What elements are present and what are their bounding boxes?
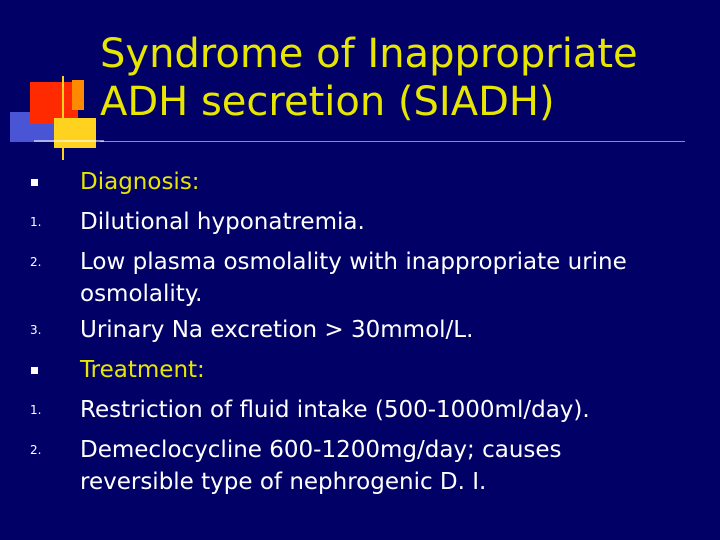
content-list — [0, 166, 720, 502]
list-number: 2. — [30, 443, 42, 457]
list-item — [0, 314, 680, 346]
decorative-horizontal-line-left — [34, 140, 104, 142]
list-item-treatment-heading — [0, 354, 680, 386]
list-item-text: Urinary Na excretion > 30mmol/L. — [80, 317, 474, 343]
section-heading: Treatment: — [80, 357, 205, 383]
decorative-yellow-square — [54, 118, 96, 148]
list-number: 1. — [30, 403, 42, 417]
list-number: 2. — [30, 255, 42, 269]
list-item — [0, 394, 680, 426]
title-underline — [100, 141, 685, 142]
decorative-vertical-line — [62, 76, 64, 160]
list-item-text: Restriction of fluid intake (500-1000ml/day). — [80, 397, 590, 423]
list-item-text: Dilutional hyponatremia. — [80, 209, 365, 235]
list-item — [0, 246, 680, 310]
list-item-text: Demeclocycline 600-1200mg/day; causes reversible type of nephrogenic D. I. — [80, 437, 562, 495]
list-item-diagnosis-heading — [0, 166, 680, 198]
slide-title: Syndrome of Inappropriate ADH secretion (SIADH) — [100, 31, 638, 125]
list-number: 3. — [30, 323, 42, 337]
list-item — [0, 206, 680, 238]
list-number: 1. — [30, 215, 42, 229]
decorative-orange-square — [72, 80, 84, 110]
section-heading: Diagnosis: — [80, 169, 200, 195]
square-bullet-icon — [31, 367, 38, 374]
list-item — [0, 434, 680, 498]
list-item-text: Low plasma osmolality with inappropriate urine osmolality. — [80, 249, 627, 307]
square-bullet-icon — [31, 179, 38, 186]
